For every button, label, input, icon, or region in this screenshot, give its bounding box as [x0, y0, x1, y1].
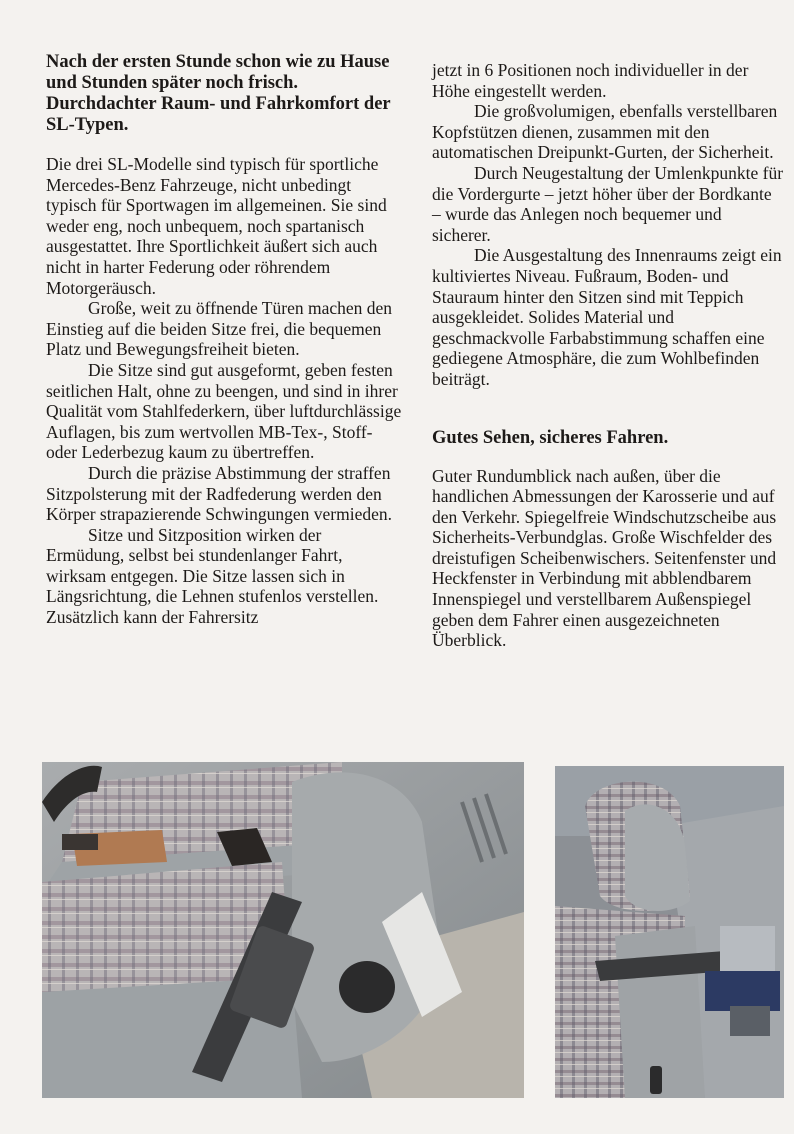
paragraph: Guter Rundumblick nach außen, über die handlichen Abmessungen der Karosserie und auf den Verkehr. Spiegelfreie Windschutzscheibe aus Sicherheits-Verbundglas. Große Wischfelder des dreistufigen Scheibenwischers. Seitenfenster und Heckfenster in Verbindung mit abblendbarem Innenspiegel und verstellbarem Außenspiegel geben dem Fahrer einen ausgezeichneten Überblick. — [432, 465, 777, 651]
paragraph: Durch Neugestaltung der Umlenkpunkte für die Vordergurte – jetzt höher über der Bordkante – wurde das Anlegen noch bequemer und sicherer. — [432, 162, 784, 245]
paragraph: Die Ausgestaltung des Innenraums zeigt ein kultiviertes Niveau. Fußraum, Boden- und Stauraum hinter den Sitzen sind mit Teppich ausgekleidet. Solides Material und geschmackvolle Farbabstimmung schaffen eine gediegene Atmosphäre, die zum Wohlbefinden beiträgt. — [432, 245, 782, 389]
section-heading-visibility: Gutes Sehen, sicheres Fahren. — [432, 427, 669, 448]
paragraph: Die großvolumigen, ebenfalls verstellbaren Kopfstützen dienen, zusammen mit den automatischen Dreipunkt-Gurten, der Sicherheit. — [432, 101, 778, 163]
left-column — [46, 52, 402, 628]
headrest-seatbelt-photo — [555, 766, 784, 1098]
paragraph: Durch die präzise Abstimmung der straffen Sitzpolsterung mit der Radfederung werden den Körper strapazierende Schwingungen vermieden. — [46, 462, 392, 525]
paragraph: Sitze und Sitzposition wirken der Ermüdung, selbst bei stundenlanger Fahrt, wirksam entgegen. Die Sitze lassen sich in Längsrichtung, die Lehnen stufenlos verstellen. Zusätzlich kann der Fahrersitz — [46, 524, 379, 628]
right-column — [432, 60, 784, 651]
paragraph: Die Sitze sind gut ausgeformt, geben festen seitlichen Halt, ohne zu beengen, und sind in ihrer Qualität vom Stahlfederkern, über luftdurchlässige Auflagen, bis zum wertvollen MB-Tex-, Stoff- oder Lederbezug kaum zu übertreffen. — [46, 359, 402, 463]
paragraph: jetzt in 6 Positionen noch individueller in der Höhe eingestellt werden. — [432, 60, 749, 101]
seats-interior-photo — [42, 762, 524, 1098]
paragraph: Große, weit zu öffnende Türen machen den Einstieg auf die beiden Sitze frei, die bequemen Platz und Bewegungsfreiheit bieten. — [46, 298, 393, 360]
section-heading-comfort: Nach der ersten Stunde schon wie zu Hause und Stunden später noch frisch. Durchdachter Raum- und Fahrkomfort der SL-Typen. — [46, 52, 391, 135]
paragraph: Die drei SL-Modelle sind typisch für sportliche Mercedes-Benz Fahrzeuge, nicht unbedingt typisch für Sportwagen im allgemeinen. Sie sind weder eng, noch unbequem, noch spartanisch ausgestattet. Ihre Sportlichkeit äußert sich auch nicht in harter Federung oder röhrendem Motorgeräusch. — [46, 154, 387, 298]
